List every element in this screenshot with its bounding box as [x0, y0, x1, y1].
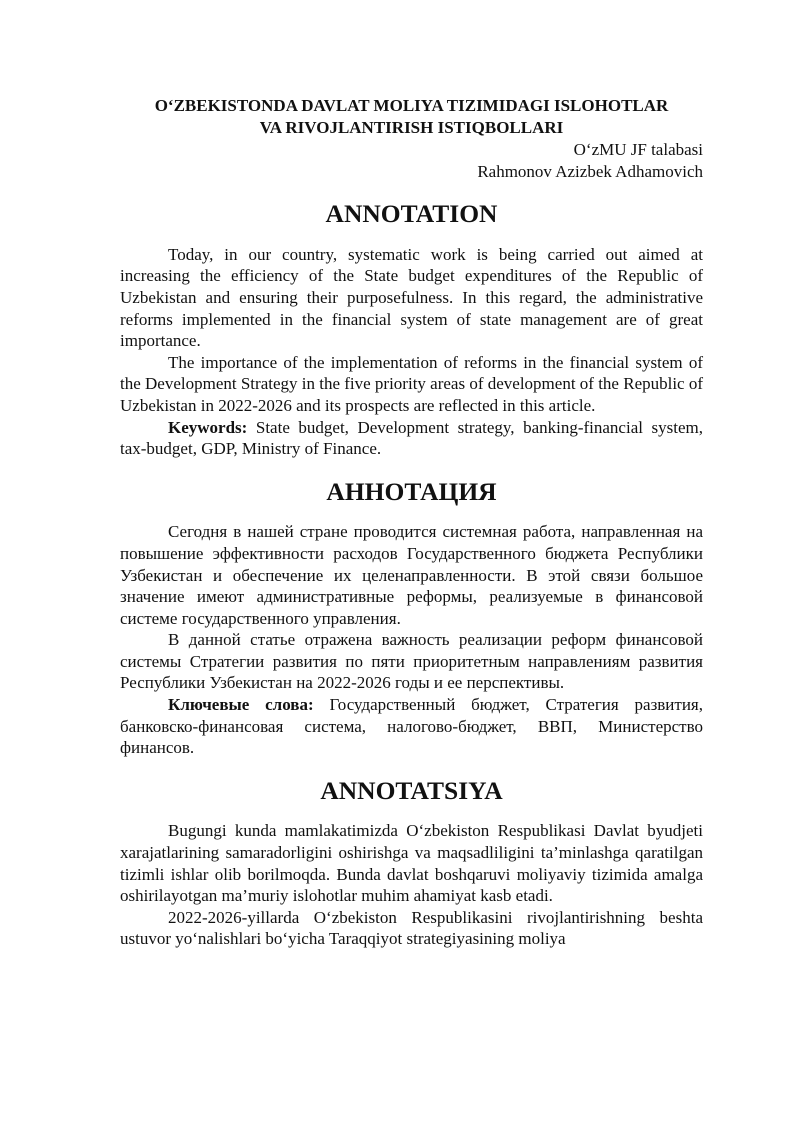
uz-paragraph-1: Bugungi kunda mamlakatimizda O‘zbekiston Respublikasi Davlat byudjeti xarajatlarining samaradorligini oshirishga va maqsadliligini ta’minlashga qaratilgan tizimli ishlar olib borilmoqda. Bunda davlat boshqaruvi moliyaviy tizimida amalga oshirilayotgan ma’muriy islohotlar muhim ahamiyat kasb etadi. [120, 821, 703, 906]
section-heading-annotatsiya-ru: АННОТАЦИЯ [326, 476, 497, 506]
document-page [120, 95, 703, 950]
author-name: Rahmonov Azizbek Adhamovich [477, 161, 703, 181]
annotation-paragraph-2: The importance of the implementation of reforms in the financial system of the Development Strategy in the five priority areas of development of the Republic of Uzbekistan in 2022-2026 and its prospects are reflected in this article. [120, 352, 704, 415]
annotation-paragraph-1: Today, in our country, systematic work is being carried out aimed at increasing the efficiency of the State budget expenditures of the Republic of Uzbekistan and ensuring their purposefulness. In this regard, the administrative reforms implemented in the financial system of state management are of great importance. [120, 244, 703, 351]
ru-keywords-text: Государственный бюджет, Стратегия развития, банковско-финансовая система, налогово-бюджет, ВВП, Министерство финансов. [120, 695, 703, 758]
title-line-1: O‘ZBEKISTONDA DAVLAT MOLIYA TIZIMIDAGI ISLOHOTLAR [154, 96, 669, 115]
document-title [120, 95, 703, 139]
section-heading-annotation: ANNOTATION [325, 199, 498, 229]
uz-paragraph-2: 2022-2026-yillarda O‘zbekiston Respublikasini rivojlantirishning beshta ustuvor yo‘nalishlari bo‘yicha Taraqqiyot strategiyasining moliya [120, 907, 703, 949]
keywords-text: State budget, Development strategy, banking-financial system, tax-budget, GDP, Ministry of Finance. [120, 417, 703, 459]
section-heading-annotatsiya-uz: ANNOTATSIYA [320, 775, 503, 805]
ru-paragraph-1: Сегодня в нашей стране проводится системная работа, направленная на повышение эффективности расходов Государственного бюджета Республики Узбекистан и обеспечение их целенаправленности. В этой связи большое значение имеют административные реформы, реализуемые в финансовой системе государственного управления. [120, 522, 703, 628]
ru-keywords-label: Ключевые слова: [168, 695, 314, 715]
annotation-keywords [120, 417, 703, 460]
author-affiliation: O‘zMU JF talabasi [573, 140, 703, 159]
ru-keywords [120, 694, 703, 759]
ru-paragraph-2: В данной статье отражена важность реализации реформ финансовой системы Стратегии развития по пяти приоритетным направлениям развития Республики Узбекистан на 2022-2026 годы и ее перспективы. [120, 630, 703, 693]
title-line-2: VA RIVOJLANTIRISH ISTIQBOLLARI [259, 118, 564, 137]
keywords-label: Keywords: [168, 417, 248, 437]
